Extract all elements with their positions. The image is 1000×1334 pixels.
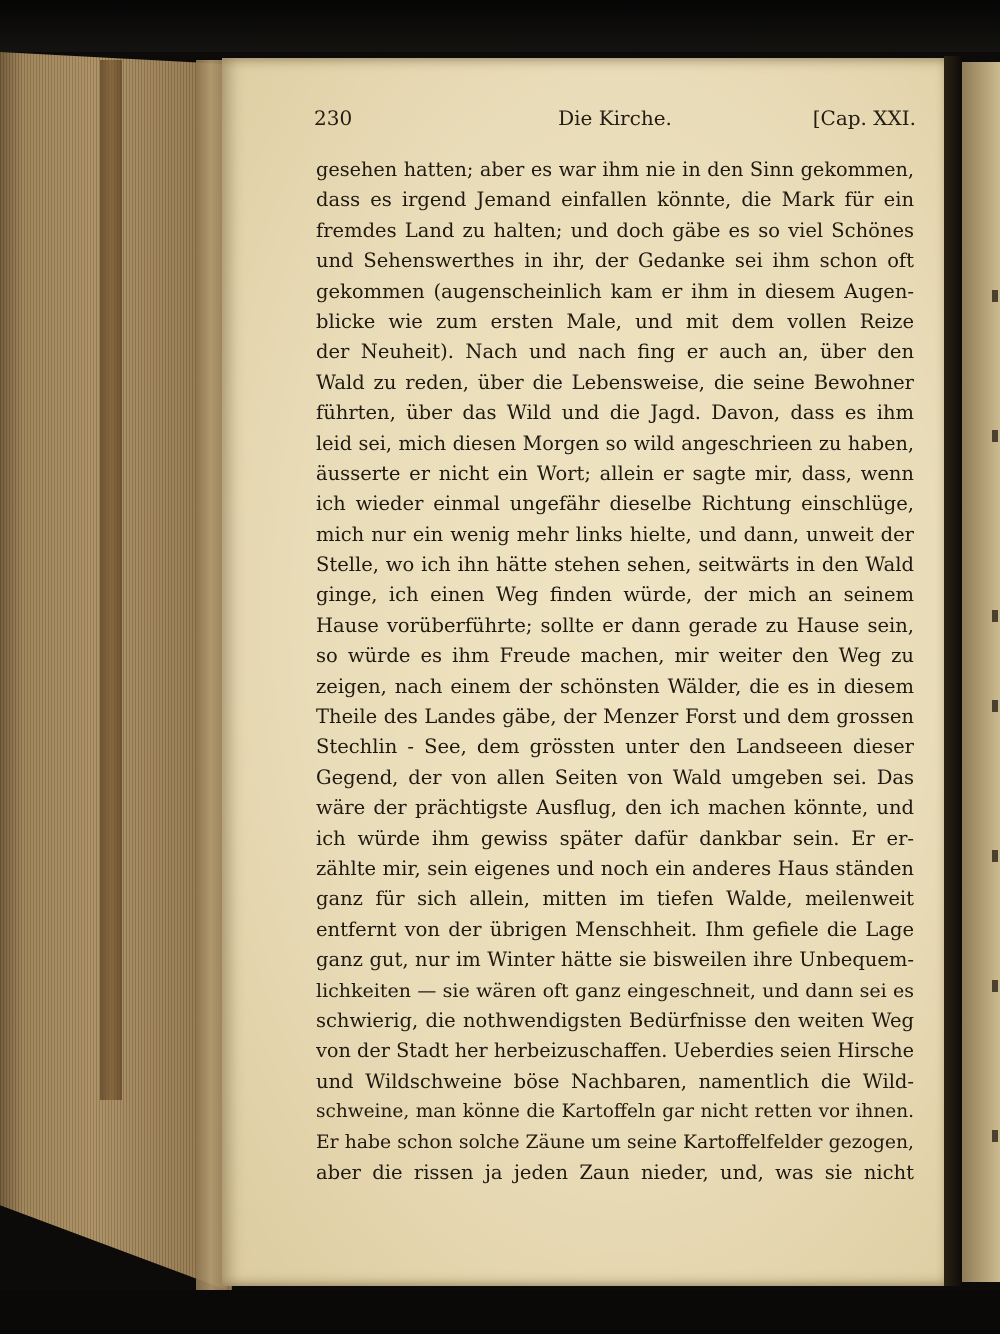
facing-page-glyph: [992, 980, 998, 992]
background-top: [0, 0, 1000, 52]
text-line: blicke wie zum ersten Male, und mit dem vollen Reize: [316, 309, 914, 333]
text-line: entfernt von der übrigen Menschheit. Ihm gefiele die Lage: [316, 917, 914, 941]
text-line: zählte mir, sein eigenes und noch ein anderes Haus ständen: [316, 856, 914, 880]
chapter-reference: [Cap. XXI.: [812, 106, 916, 130]
text-line: ginge, ich einen Weg finden würde, der mich an seinem: [316, 583, 914, 607]
text-line: mich nur ein wenig mehr links hielte, und dann, unweit der: [316, 522, 914, 546]
running-title: Die Kirche.: [558, 106, 672, 130]
text-line: von der Stadt her herbeizuschaffen. Ueberdies seien Hirsche: [316, 1039, 914, 1063]
text-line: und Sehenswerthes in ihr, der Gedanke sei ihm schon oft: [316, 249, 914, 273]
text-line: wäre der prächtigste Ausflug, den ich machen könnte, und: [316, 796, 914, 820]
text-line: gesehen hatten; aber es war ihm nie in den Sinn gekommen,: [316, 158, 914, 181]
facing-page-glyph: [992, 1130, 998, 1142]
facing-page-glyph: [992, 610, 998, 622]
facing-page-glyph: [992, 850, 998, 862]
text-line: Theile des Landes gäbe, der Menzer Forst und dem grossen: [316, 705, 914, 729]
text-line: ich wieder einmal ungefähr dieselbe Richtung einschlüge,: [316, 492, 914, 516]
text-line: und Wildschweine böse Nachbaren, namentlich die Wild-: [316, 1069, 914, 1093]
text-line: so würde es ihm Freude machen, mir weiter den Weg zu: [316, 644, 914, 668]
text-line: gekommen (augenscheinlich kam er ihm in diesem Augen-: [316, 279, 914, 303]
text-line: der Neuheit). Nach und nach fing er auch an, über den: [316, 340, 914, 364]
text-line: ganz gut, nur im Winter hätte sie bisweilen ihre Unbequem-: [316, 948, 914, 972]
facing-page-glyph: [992, 290, 998, 302]
text-line: Hause vorüberführte; sollte er dann gerade zu Hause sein,: [316, 613, 914, 637]
text-line: lichkeiten — sie wären oft ganz eingeschneit, und dann sei es: [316, 979, 914, 1002]
text-line: Stelle, wo ich ihn hätte stehen sehen, seitwärts in den Wald: [316, 553, 914, 577]
text-line: führten, über das Wild und die Jagd. Davon, dass es ihm: [316, 401, 914, 425]
text-line: schwierig, die nothwendigsten Bedürfnisse den weiten Weg: [316, 1008, 914, 1032]
page-block-shadow-band: [100, 60, 122, 1100]
text-line: dass es irgend Jemand einfallen könnte, die Mark für ein: [316, 188, 914, 212]
text-line: Gegend, der von allen Seiten von Wald umgeben sei. Das: [316, 765, 914, 789]
facing-page-edge: [962, 62, 1000, 1282]
page-number: 230: [314, 106, 353, 130]
text-line: leid sei, mich diesen Morgen so wild angeschrieen zu haben,: [316, 431, 914, 455]
text-line: aber die rissen ja jeden Zaun nieder, und, was sie nicht: [316, 1160, 914, 1184]
body-text: [316, 155, 914, 1188]
text-line: Wald zu reden, über die Lebensweise, die seine Bewohner: [316, 370, 914, 394]
text-line: fremdes Land zu halten; und doch gäbe es so viel Schönes: [316, 218, 914, 242]
running-head: [314, 106, 916, 140]
background-bottom: [0, 1290, 1000, 1334]
facing-page-glyph: [992, 700, 998, 712]
facing-page-glyph: [992, 430, 998, 442]
text-line: schweine, man könne die Kartoffeln gar nicht retten vor ihnen.: [316, 1101, 914, 1123]
text-line: ganz für sich allein, mitten im tiefen Walde, meilenweit: [316, 887, 914, 911]
text-line: äusserte er nicht ein Wort; allein er sagte mir, dass, wenn: [316, 461, 914, 485]
text-line: ich würde ihm gewiss später dafür dankbar sein. Er er-: [316, 826, 914, 850]
text-line: Er habe schon solche Zäune um seine Kartoffelfelder gezogen,: [316, 1131, 914, 1153]
book-gutter: [944, 56, 964, 1286]
text-line: Stechlin - See, dem grössten unter den Landseeen dieser: [316, 735, 914, 759]
text-line: zeigen, nach einem der schönsten Wälder, die es in diesem: [316, 674, 914, 698]
